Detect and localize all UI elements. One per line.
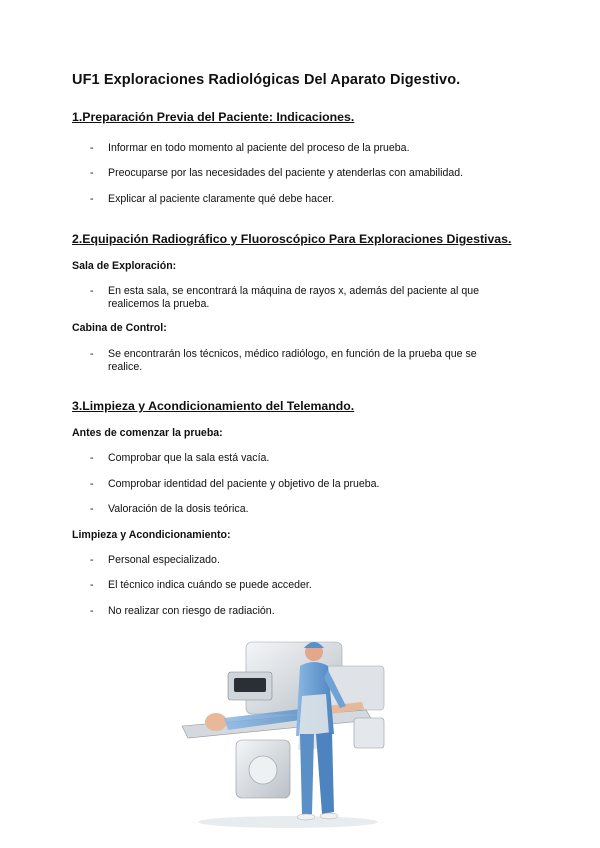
list-item: - Preocuparse por las necesidades del paciente y atenderlas con amabilidad. — [90, 167, 464, 179]
subheading-sala: Sala de Exploración: — [72, 260, 177, 272]
detector-screen — [234, 678, 266, 692]
machine-tube — [249, 756, 277, 784]
list-item: - Comprobar que la sala está vacía. — [90, 452, 270, 464]
list-item: - Informar en todo momento al paciente del proceso de la prueba. — [90, 142, 410, 154]
list-item: - No realizar con riesgo de radiación. — [90, 605, 275, 617]
subheading-antes: Antes de comenzar la prueba: — [72, 427, 223, 439]
bullet-dash: - — [90, 452, 94, 464]
list-item: - Explicar al paciente claramente qué debe hacer. — [90, 193, 335, 205]
list-item: - Personal especializado. — [90, 554, 220, 566]
xray-room-illustration — [176, 636, 400, 832]
section-2-heading: 2.Equipación Radiográfico y Fluoroscópico Para Exploraciones Digestivas. — [72, 232, 512, 246]
list-item: - El técnico indica cuándo se puede acceder. — [90, 579, 312, 591]
bullet-dash: - — [90, 167, 94, 179]
table-pedestal — [354, 718, 384, 748]
bullet-dash: - — [90, 348, 94, 360]
bullet-dash: - — [90, 142, 94, 154]
bullet-dash: - — [90, 554, 94, 566]
shoe-left — [297, 814, 315, 820]
technician-leg-right — [316, 732, 334, 814]
list-item: - En esta sala, se encontrará la máquina de rayos x, además del paciente al que realicemos la prueba. — [90, 285, 480, 310]
section-3-heading: 3.Limpieza y Acondicionamiento del Telemando. — [72, 399, 355, 413]
technician-leg-left — [300, 734, 314, 814]
bullet-dash: - — [90, 478, 94, 490]
document-title: UF1 Exploraciones Radiológicas Del Aparato Digestivo. — [72, 72, 461, 88]
bullet-dash: - — [90, 193, 94, 205]
bullet-dash: - — [90, 579, 94, 591]
patient-head — [205, 713, 227, 731]
bullet-dash: - — [90, 605, 94, 617]
subheading-limpieza: Limpieza y Acondicionamiento: — [72, 529, 231, 541]
list-item: - Valoración de la dosis teórica. — [90, 503, 249, 515]
section-1-heading: 1.Preparación Previa del Paciente: Indicaciones. — [72, 110, 355, 124]
subheading-cabina: Cabina de Control: — [72, 322, 167, 334]
bullet-dash: - — [90, 285, 94, 297]
shoe-right — [320, 813, 338, 819]
list-item: - Comprobar identidad del paciente y objetivo de la prueba. — [90, 478, 380, 490]
bullet-dash: - — [90, 503, 94, 515]
list-item: - Se encontrarán los técnicos, médico radiólogo, en función de la prueba que se realice. — [90, 348, 477, 373]
floor-shadow — [198, 816, 378, 828]
